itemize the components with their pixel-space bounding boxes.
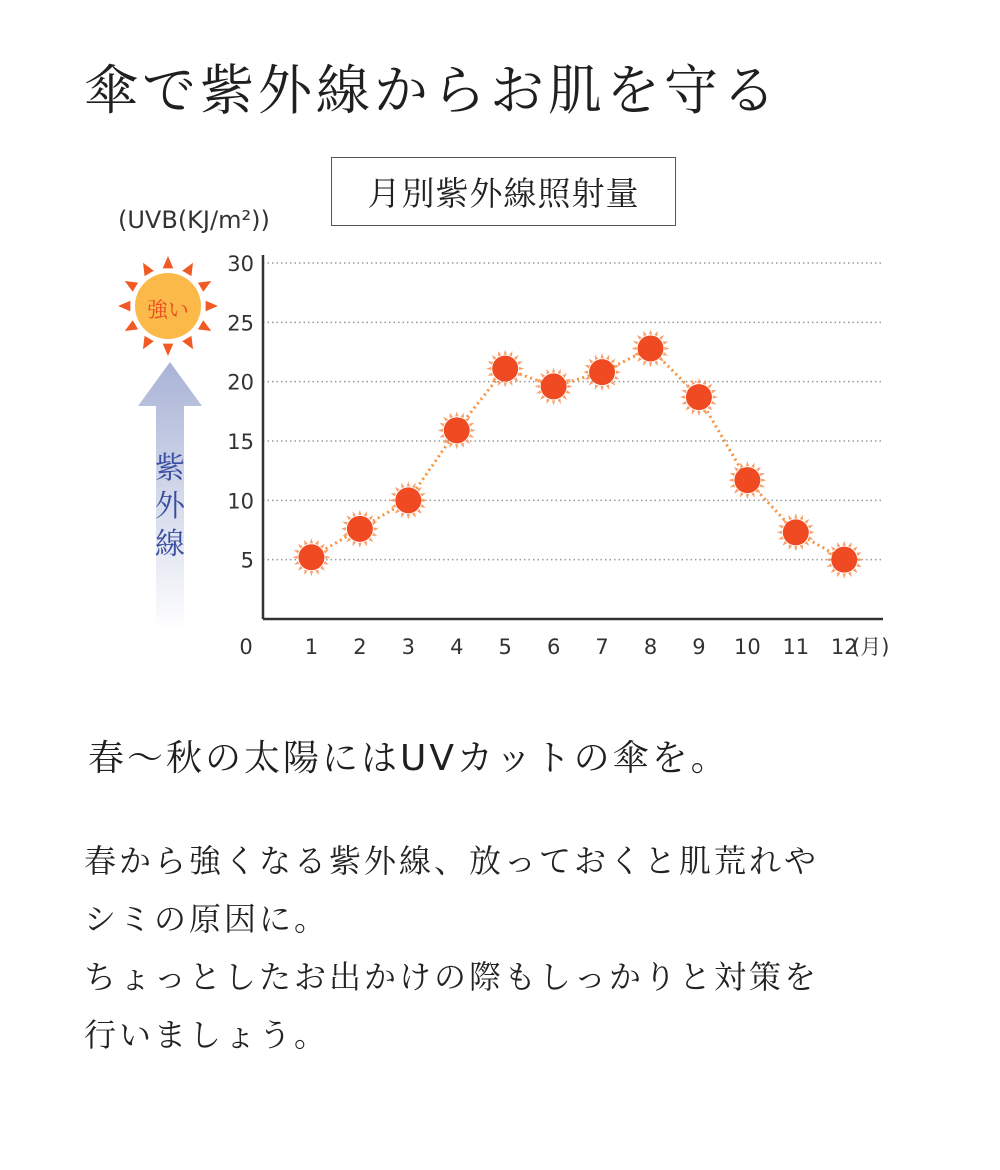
x-tick-label: 9 [692, 635, 706, 659]
y-tick-label: 5 [240, 548, 254, 573]
y-axis-unit-text: (UVB(KJ/m²)) [118, 206, 270, 234]
y-tick-label: 10 [227, 489, 254, 514]
y-tick-label: 15 [227, 430, 254, 454]
data-point [680, 378, 718, 416]
x-axis-unit-label: (月) [852, 635, 890, 659]
page-title: 傘で紫外線からお肌を守る [84, 59, 780, 122]
data-point [583, 353, 621, 391]
body-line: 春から強くなる紫外線、放っておくと肌荒れや [84, 842, 820, 880]
series-line [311, 348, 844, 559]
y-tick-label: 25 [227, 311, 254, 336]
x-tick-label: 4 [450, 635, 464, 659]
x-tick-label: 5 [498, 635, 512, 659]
section-heading: 春～秋の太陽にはUVカットの傘を。 [88, 738, 730, 779]
sun-strong-label: 強い [147, 298, 189, 322]
chart-title-text: 月別紫外線照射量 [367, 174, 640, 213]
y-tick-label: 30 [227, 252, 254, 276]
x-tick-label: 8 [643, 635, 658, 659]
body-line: 行いましょう。 [84, 1016, 330, 1054]
data-point [341, 510, 379, 548]
x-tick-label: 11 [782, 635, 810, 659]
x-tick-label: 6 [546, 635, 561, 659]
x-tick-label: 7 [595, 635, 609, 659]
data-point [728, 461, 766, 499]
data-point [535, 367, 573, 405]
data-point [292, 538, 330, 576]
body-text [84, 832, 944, 1064]
x-tick-label: 3 [401, 635, 415, 659]
data-point [632, 329, 670, 367]
uv-arrow-label-text: 紫 外 線 [155, 451, 185, 562]
data-point [438, 411, 476, 449]
data-point [777, 513, 815, 551]
x-tick-label: 12 [830, 635, 858, 659]
body-line: ちょっとしたお出かけの際もしっかりと対策を [84, 958, 820, 996]
y-tick-label: 20 [227, 370, 254, 395]
x-tick-label: 10 [734, 635, 761, 659]
body-line: シミの原因に。 [84, 900, 330, 938]
x-tick-label: 0 [239, 635, 253, 659]
data-point [486, 350, 524, 388]
x-tick-label: 1 [304, 635, 319, 659]
x-tick-label: 2 [353, 635, 367, 659]
